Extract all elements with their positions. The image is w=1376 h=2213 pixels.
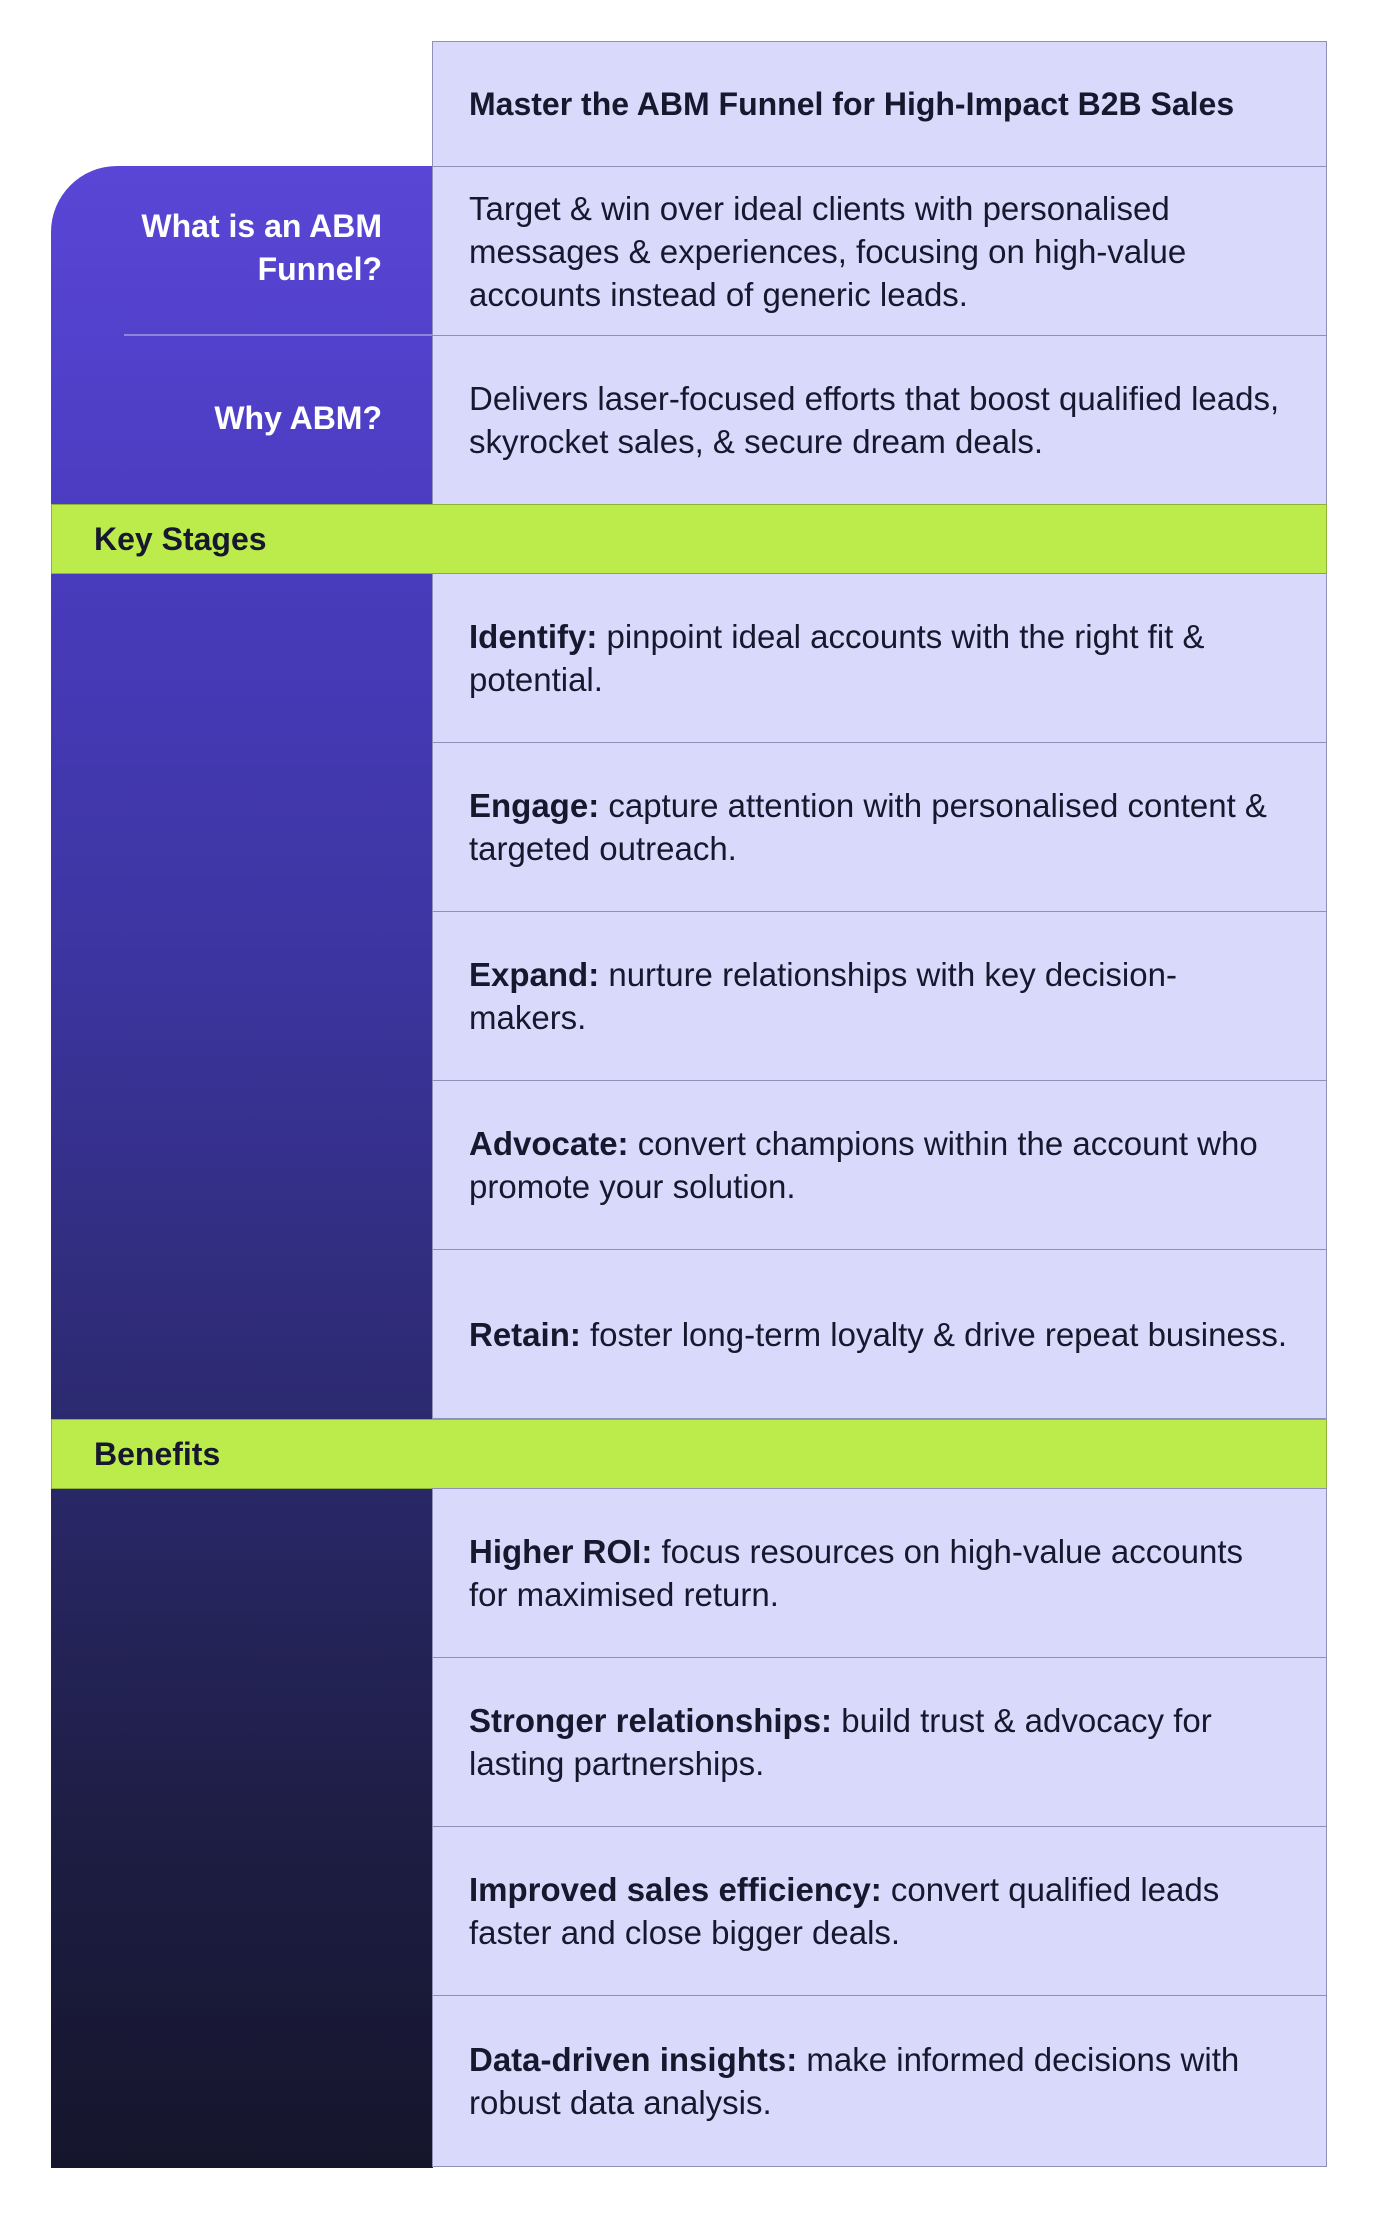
section-heading-benefits: Benefits — [94, 1435, 221, 1472]
section-bar-benefits — [51, 1419, 1327, 1489]
stage-row-expand — [432, 911, 1327, 1081]
benefit-row-relationships — [432, 1657, 1327, 1827]
page-title: Master the ABM Funnel for High-Impact B2B Sales — [469, 85, 1235, 122]
benefit-term: Improved sales efficiency: — [469, 1871, 882, 1908]
intro-answer-what: Target & win over ideal clients with personalised messages & experiences, focusing on high-value accounts instead of generic leads. — [469, 189, 1187, 313]
intro-answer-why-cell — [432, 335, 1327, 505]
benefit-row-roi — [432, 1488, 1327, 1658]
stage-term: Identify: — [469, 618, 598, 655]
benefit-text: convert qualified leads faster and close bigger deals. — [469, 1871, 1220, 1951]
benefit-term: Stronger relationships: — [469, 1702, 833, 1739]
stage-term: Advocate: — [469, 1125, 629, 1162]
stage-term: Engage: — [469, 787, 600, 824]
stage-term: Expand: — [469, 956, 600, 993]
stage-text: foster long-term loyalty & drive repeat business. — [580, 1315, 1287, 1353]
stage-text: nurture relationships with key decision-makers. — [469, 956, 1177, 1036]
intro-question-what: What is an ABM Funnel? — [141, 208, 382, 287]
benefit-text: build trust & advocacy for lasting partnerships. — [469, 1702, 1212, 1782]
intro-answer-why: Delivers laser-focused efforts that boost qualified leads, skyrocket sales, & secure dream deals. — [469, 380, 1280, 460]
section-bar-key-stages — [51, 504, 1327, 574]
stage-row-identify — [432, 573, 1327, 743]
benefit-row-insights — [432, 1995, 1327, 2167]
left-gradient-column — [51, 166, 433, 2168]
stage-term: Retain: — [469, 1315, 581, 1353]
benefit-row-efficiency — [432, 1826, 1327, 1996]
stage-text: capture attention with personalised content & targeted outreach. — [469, 787, 1267, 867]
intro-answer-what-cell — [432, 166, 1327, 336]
benefit-text: focus resources on high-value accounts for maximised return. — [469, 1533, 1244, 1613]
stage-row-advocate — [432, 1080, 1327, 1250]
benefit-text: make informed decisions with robust data analysis. — [469, 2041, 1240, 2121]
benefit-term: Data-driven insights: — [469, 2041, 798, 2078]
stage-text: pinpoint ideal accounts with the right fit & potential. — [469, 618, 1205, 698]
left-divider — [124, 334, 432, 336]
benefit-term: Higher ROI: — [469, 1533, 653, 1570]
intro-question-why: Why ABM? — [214, 400, 382, 436]
stage-row-retain — [432, 1249, 1327, 1419]
stage-text: convert champions within the account who promote your solution. — [469, 1125, 1258, 1205]
section-heading-key-stages: Key Stages — [94, 520, 267, 557]
stage-row-engage — [432, 742, 1327, 912]
title-cell — [432, 41, 1327, 167]
